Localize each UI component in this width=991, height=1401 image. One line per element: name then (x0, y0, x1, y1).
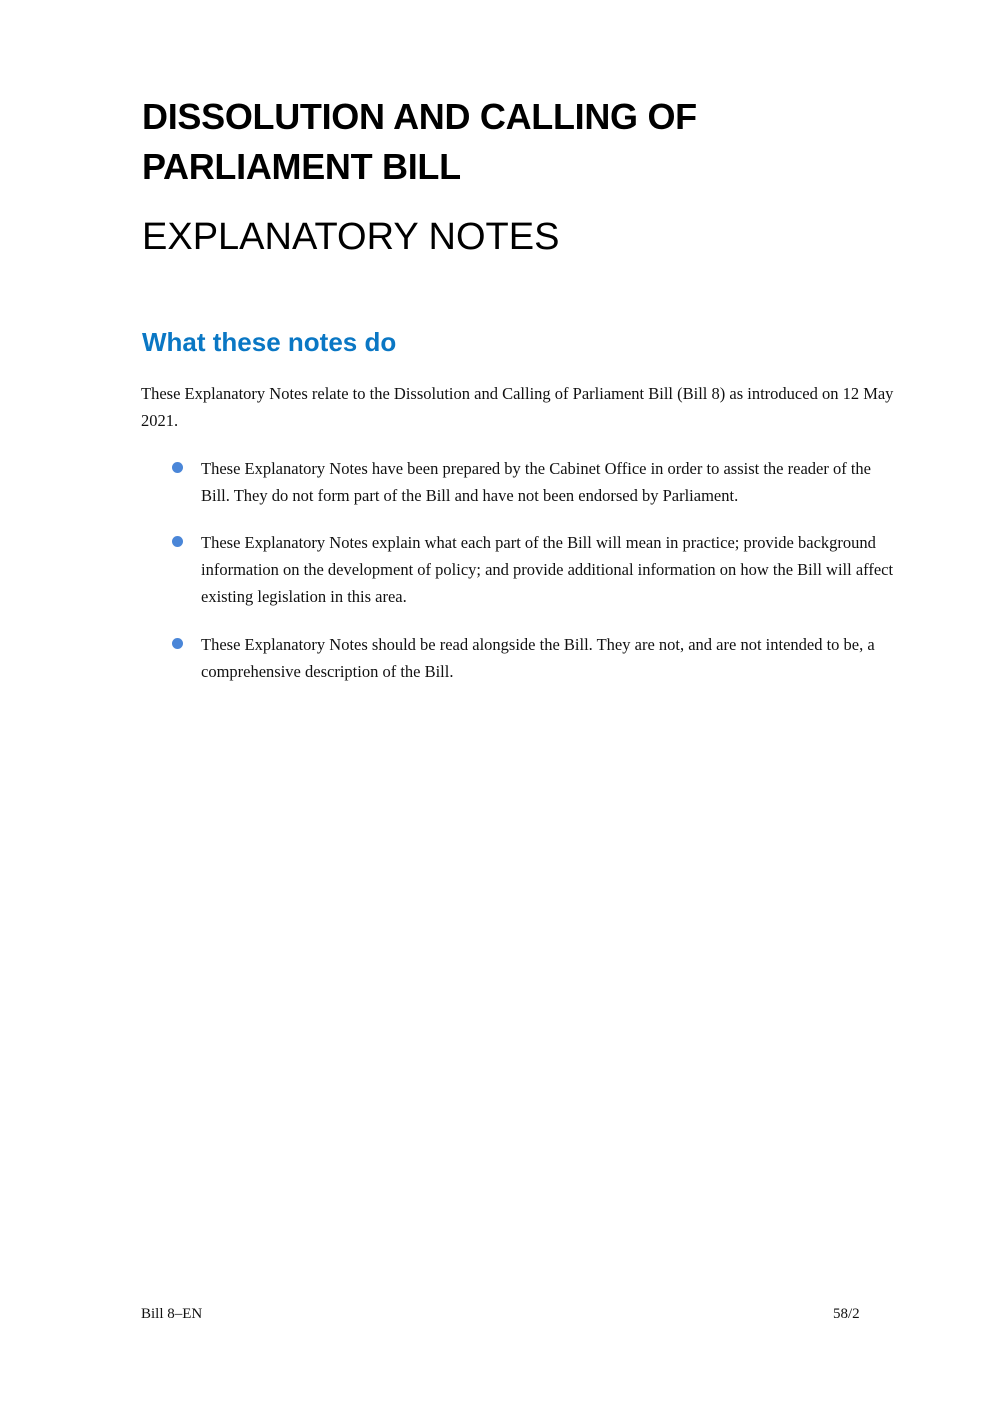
list-item (172, 631, 902, 685)
document-title: DISSOLUTION AND CALLING OF PARLIAMENT BILL (142, 96, 697, 187)
bullet-icon (172, 638, 183, 649)
list-item-text: These Explanatory Notes have been prepared by the Cabinet Office in order to assist the reader of the Bill. They do not form part of the Bill and have not been endorsed by Parliament. (201, 459, 871, 505)
section-heading: What these notes do (142, 327, 397, 357)
bullet-icon (172, 462, 183, 473)
footer-page-ref: 58/2 (833, 1306, 860, 1322)
list-item (172, 529, 902, 610)
footer-bill-number: Bill 8–EN (141, 1306, 203, 1322)
document-subtitle: EXPLANATORY NOTES (142, 216, 560, 258)
intro-paragraph: These Explanatory Notes relate to the Dissolution and Calling of Parliament Bill (Bill 8) as introduced on 12 May 2021. (141, 384, 894, 430)
list-item-text: These Explanatory Notes explain what each part of the Bill will mean in practice; provide background information on the development of policy; and provide additional information on how the Bill will affect existing legislation in this area. (201, 533, 894, 606)
list-item (172, 455, 902, 509)
bullet-icon (172, 536, 183, 547)
list-item-text: These Explanatory Notes should be read alongside the Bill. They are not, and are not intended to be, a comprehensive description of the Bill. (201, 635, 875, 681)
